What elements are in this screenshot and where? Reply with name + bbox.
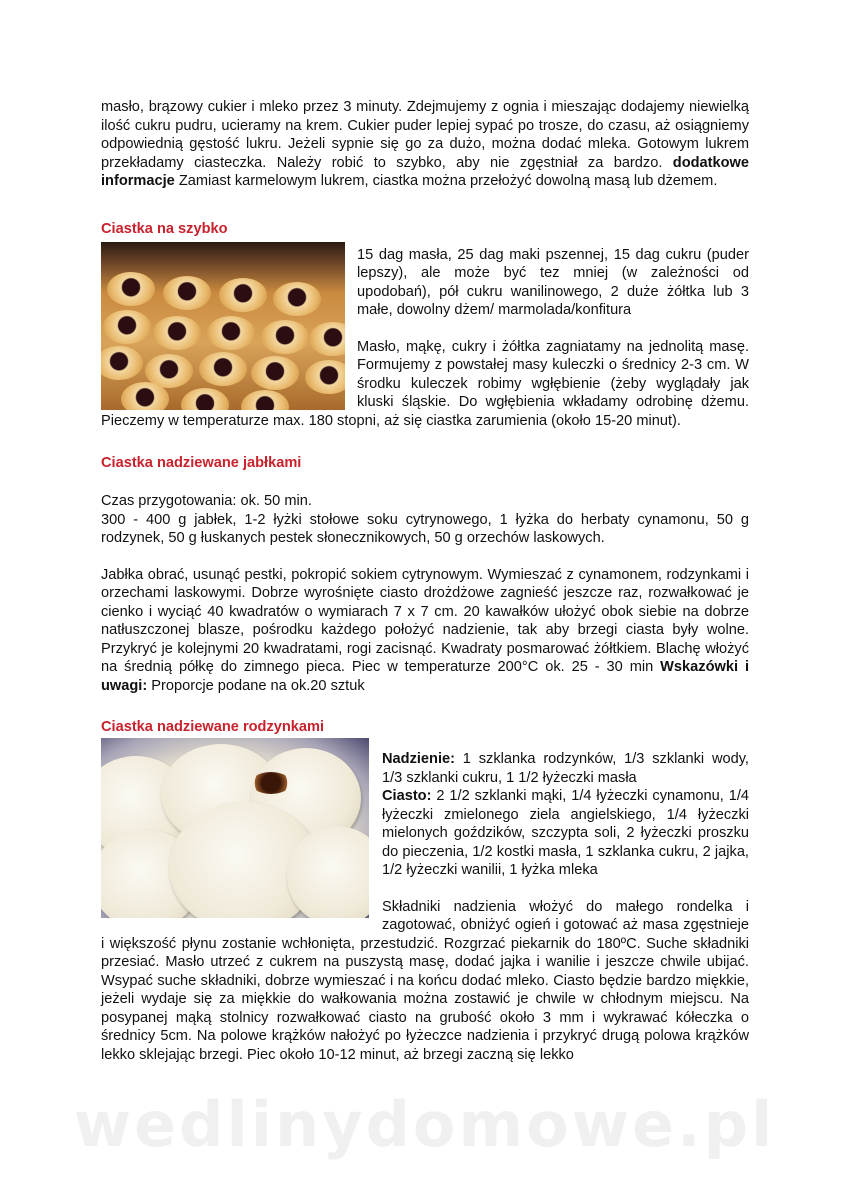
raisin-cookies-photo [101, 738, 369, 918]
recipe1-method: Masło, mąkę, cukry i żółtka zagniatamy na jednolitą masę. Formujemy z powstałej masy kuleczki o średnicy 2-3 cm. W środku kuleczek robimy wgłębienie (żeby wyglądały jak kluski śląskie. Do wgłębienia wkładamy odrobinę dżemu. Pieczemy w temperaturze max. 180 stopni, aż się ciastka zarumienia (około 15-20 minut). [101, 338, 749, 429]
cookies-jam-photo [101, 242, 345, 410]
recipe-title-ciastka-jablkami: Ciastka nadziewane jabłkami [101, 455, 302, 471]
recipe3-filling: Nadzienie: 1 szklanka rodzynków, 1/3 szklanki wody, 1/3 szklanki cukru, 1 1/2 łyżeczki masła [382, 751, 749, 786]
recipe3-dough: Ciasto: 2 1/2 szklanki mąki, 1/4 łyżeczki cynamonu, 1/4 łyżeczki zmielonego ziela angielskiego, 1/4 łyżeczki mielonych goździków, szczypta soli, 2 łyżeczki proszku do pieczenia, 1/2 kostki masła, 1 szklanka cukru, 2 jajka, 1/2 łyżeczki wanilii, 1 łyżka mleka [382, 788, 749, 878]
recipe-title-ciastka-rodzynkami: Ciastka nadziewane rodzynkami [101, 719, 325, 735]
recipe2-ingredients: 300 - 400 g jabłek, 1-2 łyżki stołowe soku cytrynowego, 1 łyżka do herbaty cynamonu, 50 g rodzynek, 50 g łuskanych pestek słonecznikowych, 50 g orzechów laskowych. [101, 511, 749, 546]
recipe1-ingredients: 15 dag masła, 25 dag maki pszennej, 15 dag cukru (puder lepszy), ale może być tez mniej (w zależności od upodobań), pół cukru wanilinowego, 2 duże żółtka lub 3 małe, dowolny dżem/ marmolada/konfitura [357, 246, 749, 318]
additional-info-label: dodatkowe informacje [101, 154, 749, 189]
site-watermark: wedlinydomowe.pl [73, 1088, 776, 1161]
intro-paragraph: masło, brązowy cukier i mleko przez 3 minuty. Zdejmujemy z ognia i mieszając dodajemy niewielką ilość cukru pudru, ucieramy na krem. Cukier puder lepiej sypać po trosze, do czasu, aż osiągniemy odpowiednią gęstość lukru. Jeżeli sypnie się go za dużo, można dodać mleka. Gotowym lukrem przekładamy ciasteczka. Należy robić to szybko, aby nie zgęstniał za bardzo. dodatkowe informacje Zamiast karmelowym lukrem, ciastka można przełożyć dowolną masą lub dżemem. [101, 99, 749, 189]
recipe-title-ciastka-na-szybko: Ciastka na szybko [101, 220, 228, 237]
tips-label: Wskazówki i uwagi: [101, 659, 749, 694]
filling-label: Nadzienie: [382, 751, 455, 767]
document-page [101, 98, 749, 1064]
recipe2-method: Jabłka obrać, usunąć pestki, pokropić sokiem cytrynowym. Wymieszać z cynamonem, rodzynkami i orzechami laskowymi. Dobrze wyrośnięte ciasto drożdżowe zagnieść jeszcze raz, rozwałkować je cienko i wyciąć 40 kwadratów o wymiarach 7 x 7 cm. 20 kawałków ułożyć obok siebie na dobrze natłuszczonej blasze, pośrodku każdego położyć nadzienie, tak aby brzegi ciasta były wolne. Przykryć je kolejnymi 20 kwadratami, rogi zacisnąć. Kwadraty posmarować żółtkiem. Blachę włożyć na średnią półkę do zimnego pieca. Piec w temperaturze 200°C ok. 25 - 30 min Wskazówki i uwagi: Proporcje podane na ok.20 sztuk [101, 566, 749, 694]
dough-label: Ciasto: [382, 788, 432, 804]
recipe2-time: Czas przygotowania: ok. 50 min. [101, 493, 312, 509]
recipe3-method: Składniki nadzienia włożyć do małego rondelka i zagotować, obniżyć ogień i gotować aż masa zgęstnieje i większość płynu zostanie wchłonięta, przestudzić. Rozgrzać piekarnik do 180ºC. Suche składniki przesiać. Masło utrzeć z cukrem na puszystą masę, dodać jajka i wanilie i jeszcze chwile ubijać. Wsypać suche składniki, dobrze wymieszać i na końcu dodać mleko. Ciasto będzie bardzo miękkie, jeżeli wydaje się za miękkie do wałkowania można zostawić je chwile w chłodnym miejscu. Na posypanej mąką stolnicy rozwałkować ciasto na grubość około 3 mm i wykrawać kółeczka o średnicy 5cm. Na polowe krążków nałożyć po łyżeczce nadzienia i przykryć drugą polowa krążków lekko sklejając brzegi. Piec około 10-12 minut, aż brzegi zaczną się lekko [101, 898, 749, 1063]
